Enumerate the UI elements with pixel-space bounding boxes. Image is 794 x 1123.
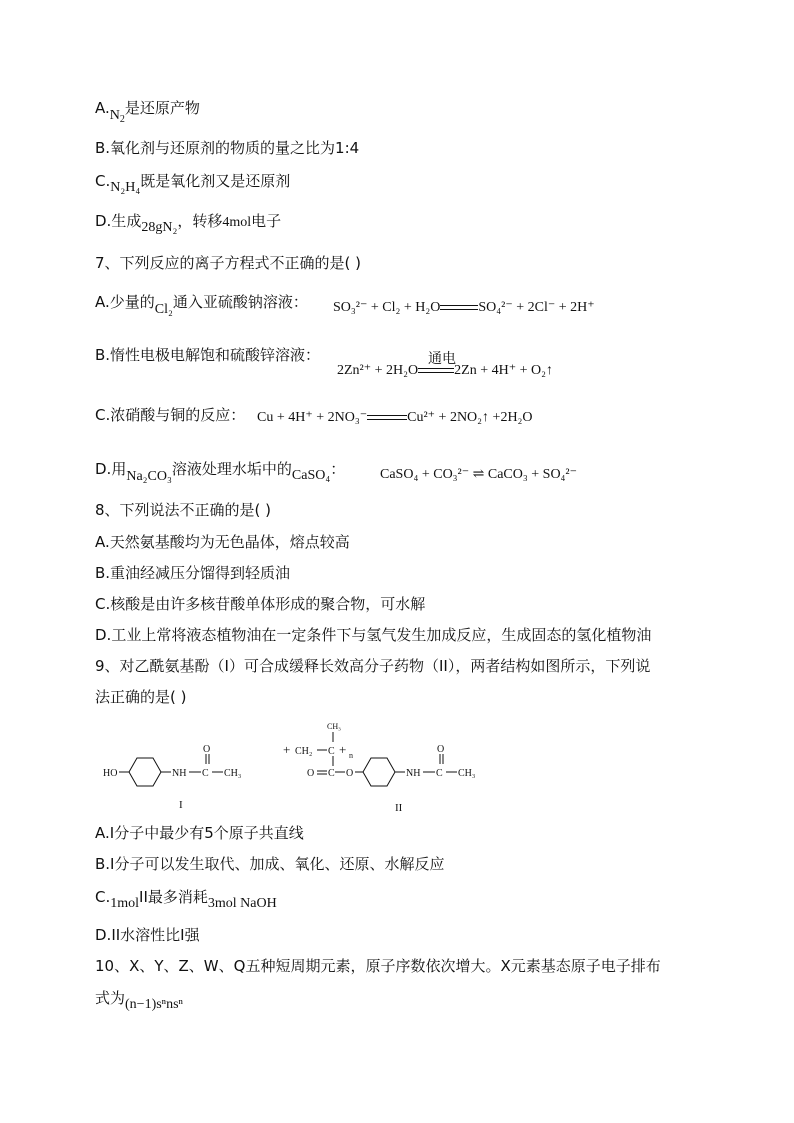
q10-line2: 式为(n−1)sⁿnsⁿ [95,989,183,1012]
svg-text:+: + [339,742,347,757]
q9-option-d: D.II水溶性比I强 [95,926,200,944]
svg-text:C: C [328,768,335,779]
q7-b-equation: 2Zn²⁺ + 2H₂O 2Zn + 4H⁺ + O₂↑ [337,363,553,378]
q7-a-equation: SO₃²⁻ + Cl₂ + H₂O SO₄²⁻ + 2Cl⁻ + 2H⁺ [333,300,595,315]
q8-option-b: B.重油经减压分馏得到轻质油 [95,564,291,582]
q10-line1: 10、X、Y、Z、W、Q五种短周期元素，原子序数依次增大。X元素基态原子电子排布 [95,957,661,975]
svg-text:C: C [202,768,209,779]
q9-stem-line2: 法正确的是( ) [95,688,187,706]
svg-text:n: n [349,751,353,760]
svg-text:NH: NH [406,768,421,779]
svg-text:CH₃: CH₃ [327,722,341,731]
q8-option-c: C.核酸是由许多核苷酸单体形成的聚合物，可水解 [95,595,426,613]
svg-text:HO: HO [103,768,118,779]
q9-stem-line1: 9、对乙酰氨基酚（I）可合成缓释长效高分子药物（II），两者结构如图所示，下列说 [95,657,651,675]
structure-II [283,722,475,786]
q9-option-c: C.1molII最多消耗3mol NaOH [95,888,277,911]
structure-I [103,744,241,786]
equilibrium-arrow-icon: ⇌ [472,467,485,482]
equals-sign-icon [418,367,454,375]
q7-option-c: C.浓硝酸与铜的反应： [95,406,246,424]
q9-option-a: A.I分子中最少有5个原子共直线 [95,824,304,842]
svg-text:O: O [437,744,445,755]
q7-option-a: A.少量的Cl₂通入亚硫酸钠溶液： [95,293,308,317]
q7-c-equation: Cu + 4H⁺ + 2NO₃⁻ Cu²⁺ + 2NO₂↑ +2H₂O [257,410,533,425]
q8-option-a: A.天然氨基酸均为无色晶体，熔点较高 [95,533,350,551]
svg-text:CH₂: CH₂ [295,746,313,757]
q6-option-b: B.氧化剂与还原剂的物质的量之比为1:4 [95,139,360,157]
q7-option-b: B.惰性电极电解饱和硫酸锌溶液： [95,346,321,364]
q6-option-c: C.N₂H₄既是氧化剂又是还原剂 [95,172,291,195]
q7-b-condition: 通电 [428,351,456,367]
svg-text:C: C [328,746,335,757]
svg-text:NH: NH [172,768,187,779]
svg-text:O: O [307,768,315,779]
svg-text:C: C [436,768,443,779]
svg-text:CH₃: CH₃ [458,768,476,779]
label-II: II [395,802,403,814]
svg-text:O: O [203,744,211,755]
q8-stem: 8、下列说法不正确的是( ) [95,501,272,519]
structures-figure [95,718,515,818]
q7-option-d: D.用Na₂CO₃溶液处理水垢中的CaSO₄： [95,460,346,484]
svg-text:O: O [346,768,354,779]
q6-option-d: D.生成28gN₂，转移4mol电子 [95,212,282,235]
svg-text:+: + [283,742,291,757]
equals-sign-icon [367,414,407,422]
q7-d-equation: CaSO₄ + CO₃²⁻ ⇌ CaCO₃ + SO₄²⁻ [380,467,578,482]
q9-option-b: B.I分子可以发生取代、加成、氧化、还原、水解反应 [95,855,445,873]
equals-sign-icon [440,304,478,312]
q8-option-d: D.工业上常将液态植物油在一定条件下与氢气发生加成反应，生成固态的氢化植物油 [95,626,652,644]
svg-text:CH₃: CH₃ [224,768,242,779]
label-I: I [179,799,183,811]
q6-option-a: $A.N_2$是还原产物 [95,99,200,125]
q7-stem: 7、下列反应的离子方程式不正确的是( ) [95,254,362,272]
